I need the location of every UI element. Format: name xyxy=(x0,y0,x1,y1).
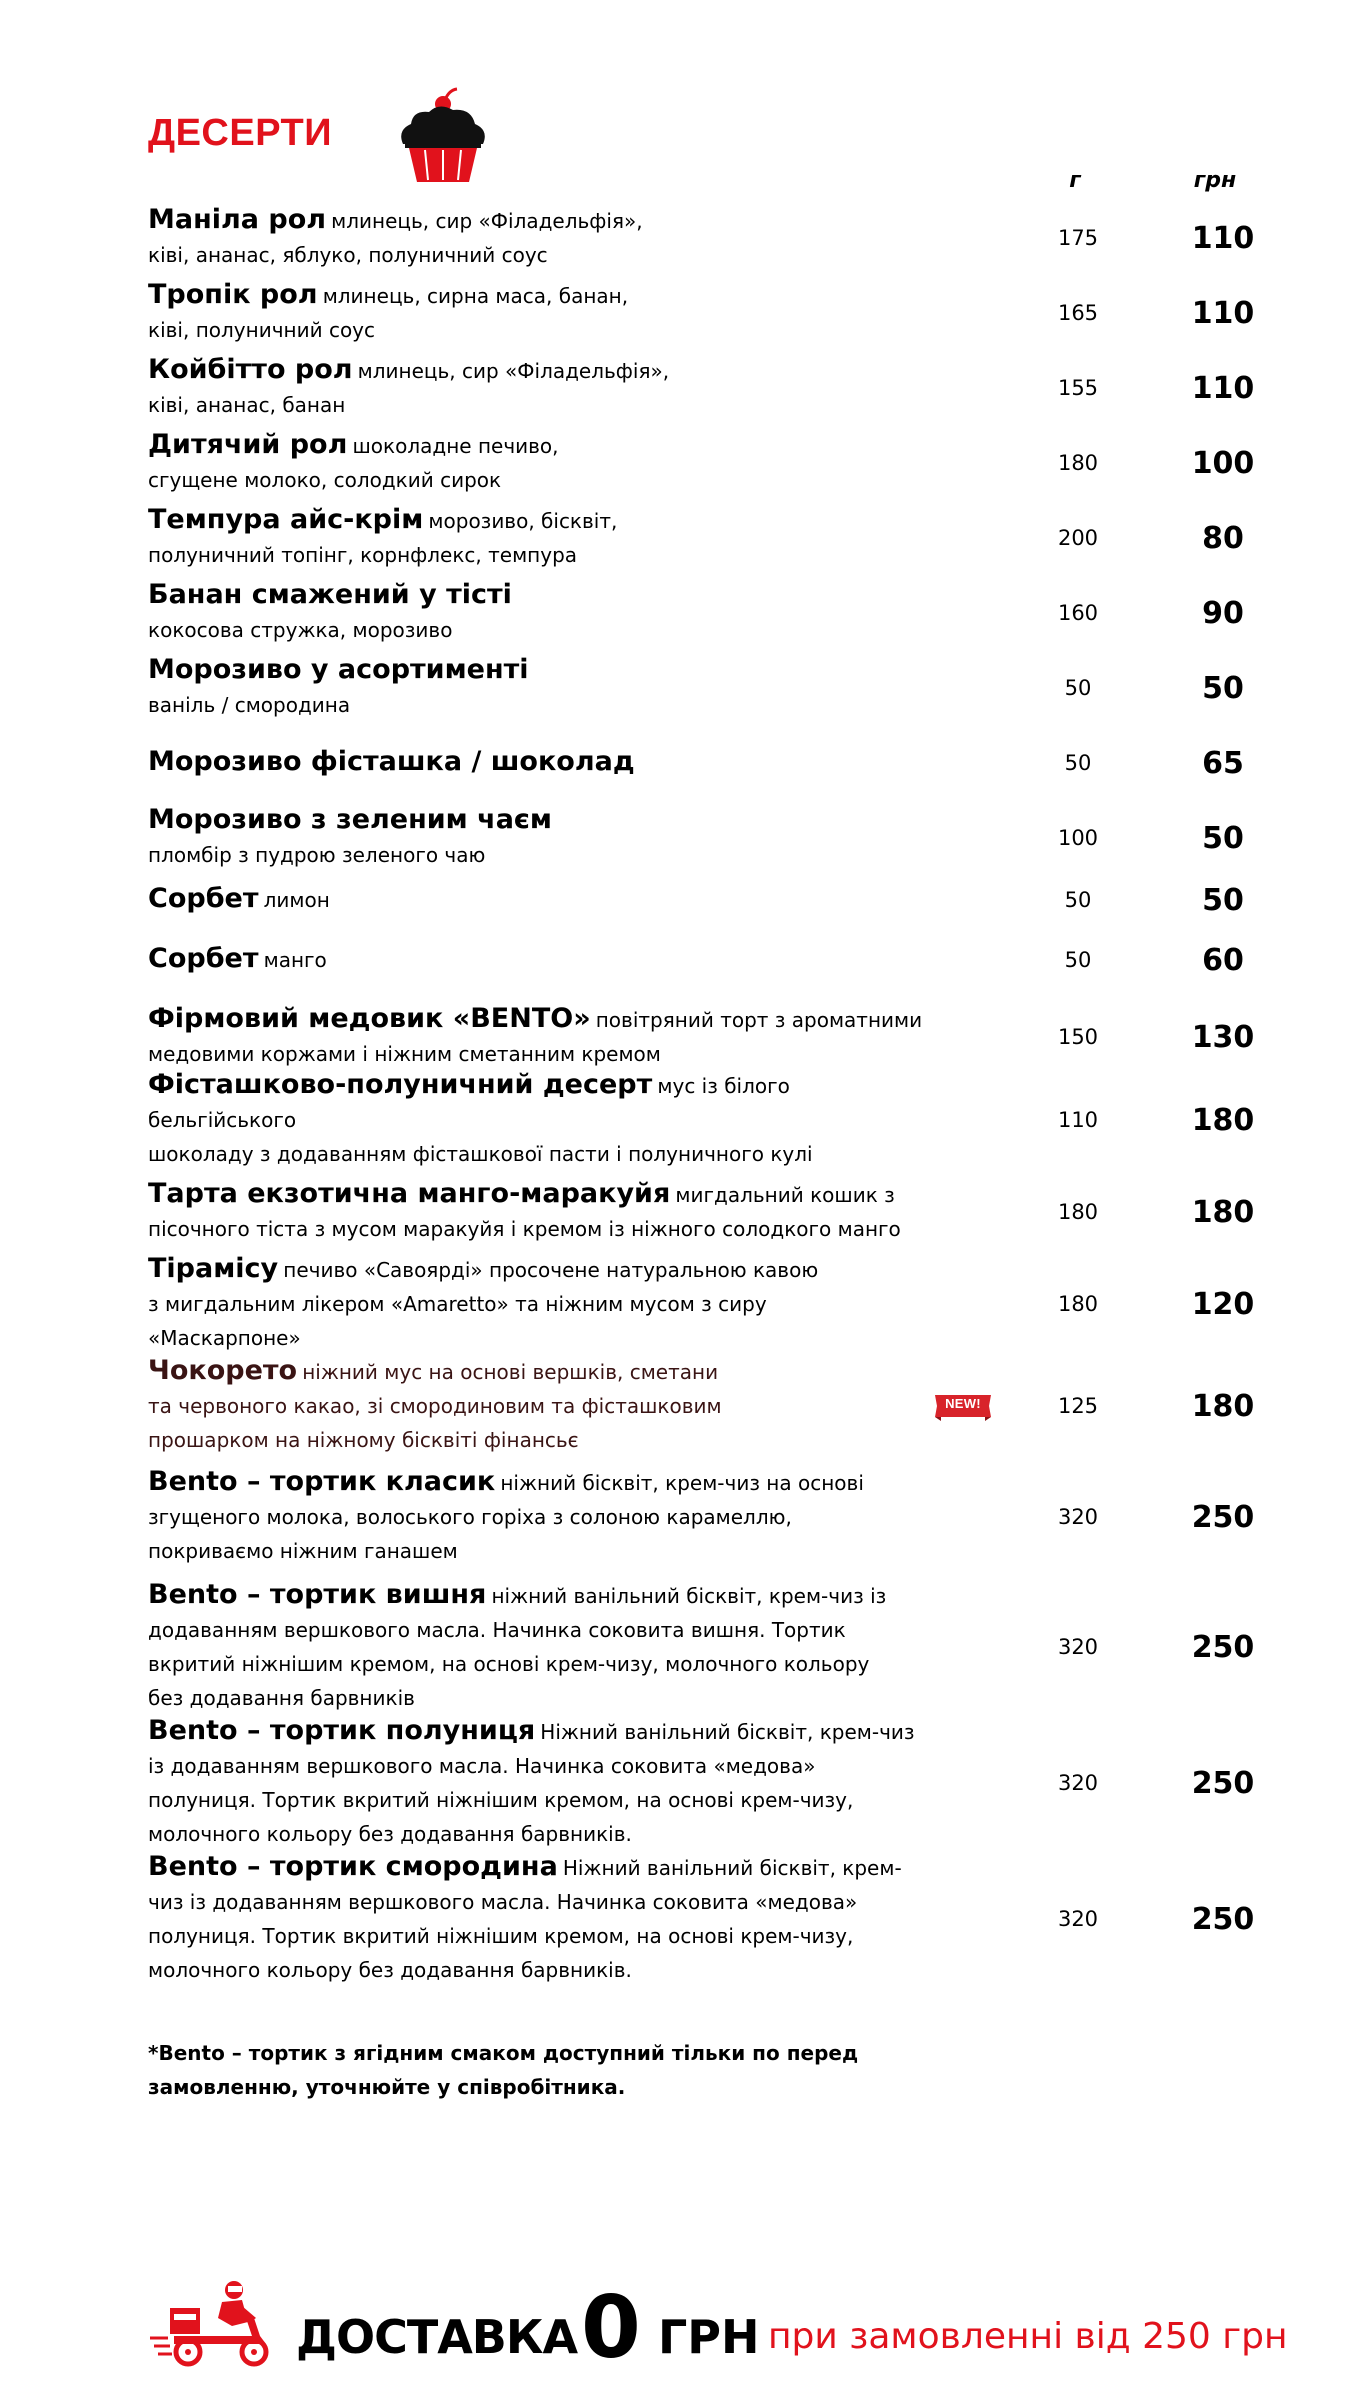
item-price: 90 xyxy=(1202,595,1244,631)
item-description: сгущене молоко, солодкий сирок xyxy=(148,467,502,492)
item-weight: 100 xyxy=(1057,826,1099,850)
item-weight: 125 xyxy=(1057,1394,1099,1418)
menu-item xyxy=(148,1850,1255,1986)
item-description: медовими коржами і ніжним сметанним кремом xyxy=(148,1041,661,1066)
item-description: чиз із додаванням вершкового масла. Начинка соковита «медова» xyxy=(148,1889,858,1914)
item-name: Морозиво у асортименті xyxy=(148,653,529,685)
item-description: згущеного молока, волоського горіха з солоною карамеллю, xyxy=(148,1504,792,1529)
item-description: морозиво, бісквіт, xyxy=(428,508,618,533)
item-price: 180 xyxy=(1191,1194,1255,1230)
item-price: 250 xyxy=(1191,1499,1255,1535)
item-name: Bento – тортик вишня xyxy=(148,1578,487,1610)
item-description: мус із білого бельгійського xyxy=(148,1073,790,1132)
item-description: ваніль / смородина xyxy=(148,692,351,717)
item-description: пісочного тіста з мусом маракуйя і кремом із ніжного солодкого манго xyxy=(148,1216,901,1241)
item-description: полуниця. Тортик вкритий ніжнішим кремом, на основі крем-чизу, xyxy=(148,1787,854,1812)
item-weight: 50 xyxy=(1064,751,1092,775)
menu-item xyxy=(148,1068,1255,1166)
item-weight: 50 xyxy=(1064,888,1092,912)
item-weight: 155 xyxy=(1057,376,1099,400)
item-price: 50 xyxy=(1202,882,1244,918)
item-description: шоколадне печиво, xyxy=(352,433,559,458)
item-name: Тропік рол xyxy=(148,278,318,310)
item-description: «Маскарпоне» xyxy=(148,1325,301,1350)
item-description: кокосова стружка, морозиво xyxy=(148,617,453,642)
new-badge xyxy=(933,1389,993,1423)
item-description: ківі, полуничний соус xyxy=(148,317,376,342)
item-price: 60 xyxy=(1202,942,1244,978)
item-description: повітряний торт з ароматними xyxy=(595,1007,923,1032)
item-description: млинець, сир «Філадельфія», xyxy=(331,208,643,233)
item-weight: 160 xyxy=(1057,601,1099,625)
item-description: манго xyxy=(263,947,327,972)
delivery-word: ДОСТАВКА xyxy=(296,2310,578,2364)
item-description: печиво «Савоярді» просочене натуральною кавою xyxy=(283,1257,819,1282)
section-title: ДЕСЕРТИ xyxy=(148,112,333,154)
item-price: 100 xyxy=(1191,445,1255,481)
item-description: млинець, сирна маса, банан, xyxy=(322,283,629,308)
item-weight: 50 xyxy=(1064,676,1092,700)
item-description: молочного кольору без додавання барвників. xyxy=(148,1821,632,1846)
item-weight: 150 xyxy=(1057,1025,1099,1049)
item-description: та червоного какао, зі смородиновим та фісташковим xyxy=(148,1393,722,1418)
menu-item xyxy=(148,1252,1255,1354)
item-price: 120 xyxy=(1191,1286,1255,1322)
column-header-price: грн xyxy=(1193,168,1237,193)
item-name: Сорбет xyxy=(148,942,259,974)
item-name: Сорбет xyxy=(148,882,259,914)
item-price: 250 xyxy=(1191,1901,1255,1937)
item-name: Морозиво фісташка / шоколад xyxy=(148,745,635,777)
item-description: вкритий ніжнішим кремом, на основі крем-чизу, молочного кольору xyxy=(148,1651,870,1676)
item-description: з мигдальним лікером «Amaretto» та ніжним мусом з сиру xyxy=(148,1291,767,1316)
item-weight: 180 xyxy=(1057,451,1099,475)
menu-item xyxy=(148,277,1255,349)
menu-item xyxy=(148,727,1244,799)
item-weight: 200 xyxy=(1057,526,1099,550)
delivery-currency: ГРН xyxy=(658,2310,760,2364)
item-description: лимон xyxy=(263,887,330,912)
item-name: Фісташково-полуничний десерт xyxy=(148,1068,653,1100)
item-description: полуничний топінг, корнфлекс, темпура xyxy=(148,542,578,567)
menu-item xyxy=(148,427,1255,499)
menu-item xyxy=(148,930,1244,990)
item-name: Bento – тортик класик xyxy=(148,1465,496,1497)
item-description: млинець, сир «Філадельфія», xyxy=(357,358,670,383)
item-name: Тарта екзотична манго-маракуйя xyxy=(148,1177,671,1209)
item-name: Дитячий рол xyxy=(148,428,348,460)
item-price: 80 xyxy=(1202,520,1244,556)
menu-item xyxy=(148,352,1255,424)
menu-item xyxy=(148,997,1255,1077)
menu-item xyxy=(148,577,1244,649)
item-description: із додаванням вершкового масла. Начинка соковита «медова» xyxy=(148,1753,816,1778)
item-name: Банан смажений у тісті xyxy=(148,578,512,610)
item-description: Ніжний ванільний бісквіт, крем-чиз xyxy=(540,1719,915,1744)
column-header-grams: г xyxy=(1069,168,1081,193)
item-name: Маніла рол xyxy=(148,203,327,235)
footnote-line: замовленню, уточнюйте у співробітника. xyxy=(148,2075,626,2099)
item-description: ніжний ванільний бісквіт, крем-чиз із xyxy=(491,1583,887,1608)
item-price: 250 xyxy=(1191,1765,1255,1801)
item-name: Чокорето xyxy=(148,1354,298,1386)
item-weight: 175 xyxy=(1057,226,1099,250)
item-description: ніжний мус на основі вершків, сметани xyxy=(302,1359,719,1384)
item-weight: 320 xyxy=(1057,1907,1099,1931)
item-name: Bento – тортик смородина xyxy=(148,1850,558,1882)
cupcake-icon xyxy=(393,86,493,186)
item-price: 65 xyxy=(1202,745,1244,781)
item-name: Тірамісу xyxy=(148,1252,279,1284)
item-description: пломбір з пудрою зеленого чаю xyxy=(148,842,486,867)
menu-item xyxy=(148,202,1255,274)
item-weight: 180 xyxy=(1057,1200,1099,1224)
menu-item xyxy=(148,1168,1255,1256)
item-description: ніжний бісквіт, крем-чиз на основі xyxy=(500,1470,864,1495)
new-badge-label: NEW! xyxy=(945,1396,981,1411)
item-name: Темпура айс-крім xyxy=(148,503,424,535)
item-description: шоколаду з додаванням фісташкової пасти і полуничного кулі xyxy=(148,1141,813,1166)
menu-item xyxy=(148,1578,1255,1714)
footnote-line: *Bento – тортик з ягідним смаком доступний тільки по перед xyxy=(148,2041,859,2065)
item-weight: 320 xyxy=(1057,1771,1099,1795)
item-price: 110 xyxy=(1191,370,1255,406)
item-price: 130 xyxy=(1191,1019,1255,1055)
item-description: без додавання барвників xyxy=(148,1685,415,1710)
item-name: Морозиво з зеленим чаєм xyxy=(148,803,552,835)
menu-item xyxy=(148,870,1244,930)
item-name: Фірмовий медовик «BENTO» xyxy=(148,1002,591,1034)
item-description: ківі, ананас, банан xyxy=(148,392,346,417)
menu-item xyxy=(148,652,1244,724)
item-description: прошарком на ніжному бісквіті фінансьє xyxy=(148,1427,579,1452)
menu-item xyxy=(148,1465,1255,1568)
menu-item xyxy=(148,1714,1255,1850)
item-description: молочного кольору без додавання барвників. xyxy=(148,1957,632,1982)
item-price: 50 xyxy=(1202,820,1244,856)
item-name: Койбітто рол xyxy=(148,353,353,385)
item-description: полуниця. Тортик вкритий ніжнішим кремом, на основі крем-чизу, xyxy=(148,1923,854,1948)
item-price: 180 xyxy=(1191,1102,1255,1138)
item-description: покриваємо ніжним ганашем xyxy=(148,1538,458,1563)
item-weight: 165 xyxy=(1057,301,1099,325)
item-description: ківі, ананас, яблуко, полуничний соус xyxy=(148,242,548,267)
item-price: 50 xyxy=(1202,670,1244,706)
item-weight: 320 xyxy=(1057,1505,1099,1529)
delivery-amount: 0 xyxy=(581,2278,641,2378)
item-description: мигдальний кошик з xyxy=(675,1182,895,1207)
item-weight: 320 xyxy=(1057,1635,1099,1659)
courier-scooter-icon xyxy=(148,2278,278,2368)
item-name: Bento – тортик полуниця xyxy=(148,1714,536,1746)
item-weight: 110 xyxy=(1057,1108,1099,1132)
footnote xyxy=(148,2036,888,2104)
item-weight: 50 xyxy=(1064,948,1092,972)
delivery-banner xyxy=(148,2270,1288,2380)
menu-item xyxy=(148,502,1244,574)
item-price: 180 xyxy=(1191,1388,1255,1424)
item-weight: 180 xyxy=(1057,1292,1099,1316)
delivery-condition: при замовленні від 250 грн xyxy=(768,2316,1288,2357)
menu-item xyxy=(148,1354,1255,1456)
menu-item xyxy=(148,802,1244,874)
item-price: 250 xyxy=(1191,1629,1255,1665)
item-price: 110 xyxy=(1191,220,1255,256)
item-description: додаванням вершкового масла. Начинка соковита вишня. Тортик xyxy=(148,1617,846,1642)
item-price: 110 xyxy=(1191,295,1255,331)
item-description: Ніжний ванільний бісквіт, крем- xyxy=(562,1855,902,1880)
